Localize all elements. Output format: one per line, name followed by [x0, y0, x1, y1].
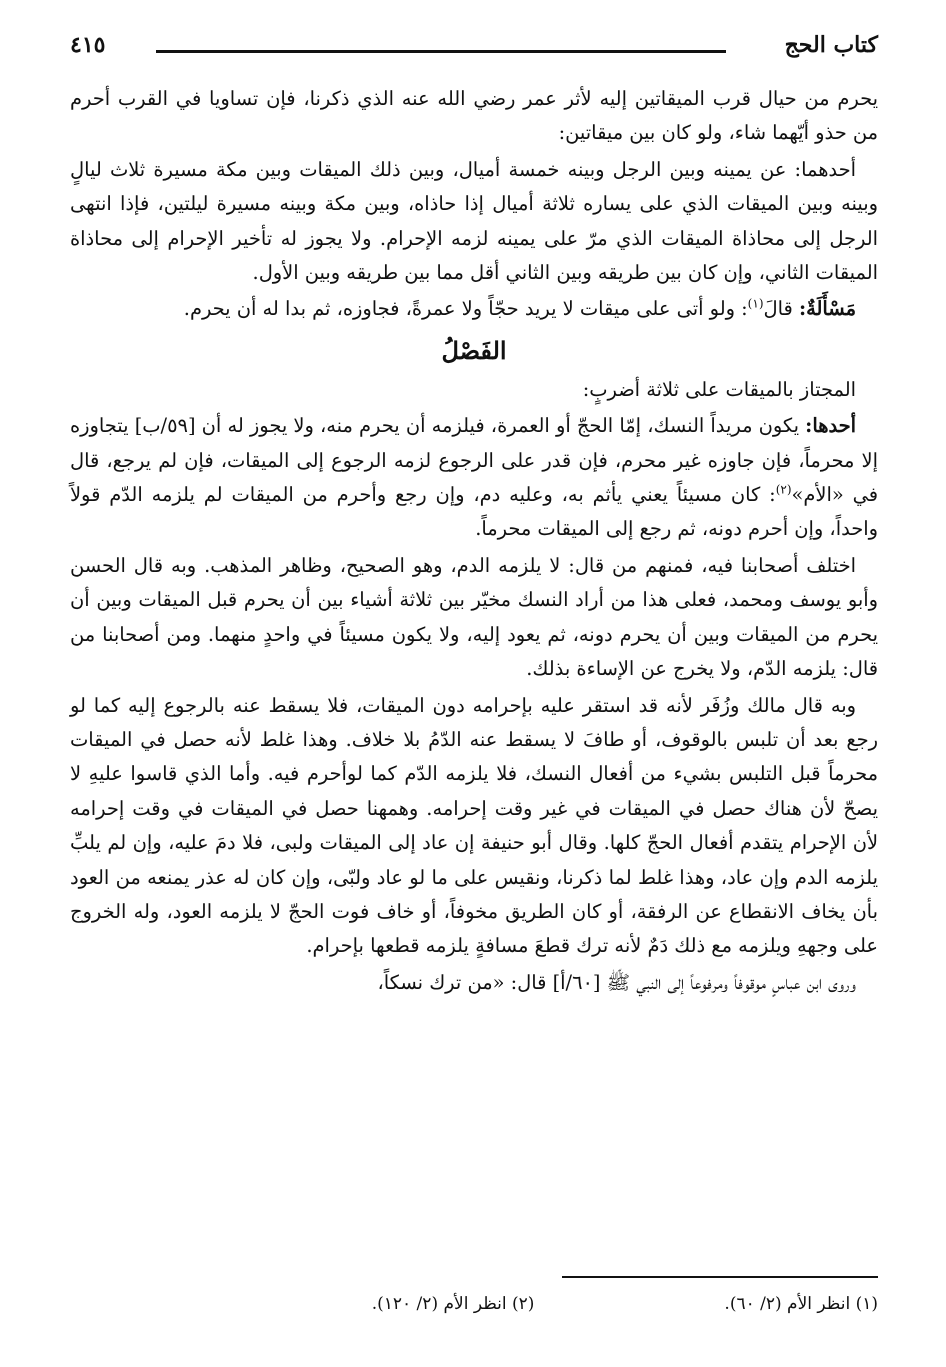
paragraph: اختلف أصحابنا فيه، فمنهم من قال: لا يلزمه الدم، وهو الصحيح، وظاهر المذهب. وبه قال الحسن وأبو يوسف ومحمد، فعلى هذا من أراد النسك مخيّر بين ثلاثة أشياء بين أن يحرم قبل الميقات وبين أن يحرم من الميقات وبين أن يحرم دونه، ثم يعود إليه، ولا يكون مسيئاً في واحدٍ منهما. ومن أصحابنا من قال: يلزمه الدّم، ولا يخرج عن الإساءة بذلك. — [70, 553, 878, 681]
footnote-1: (١) انظر الأم (٢/ ٦٠). — [724, 1294, 878, 1314]
page-header — [70, 30, 878, 70]
paragraph: وبه قال مالك وزُفَر لأنه قد استقر عليه بإحرامه دون الميقات، فلا يسقط عنه بالرجوع إليه كما لو رجع بعد أن تلبس بالوقوف، أو طافَ لا يسقط عنه الدّمُ بلا خلاف. وهذا غلط لأنه حصل في الميقات محرماً قبل التلبس بشيء من أفعال النسك، فلا يلزمه الدّم كما لوأحرم فيه. وأما الذي قاسوا عليهِ لا يصحّ لأن هناك حصل في الميقات في غير وقت إحرامه. وهمهنا حصل في الميقات في وقت إحرامه لأن الإحرام يتقدم أفعال الحجّ كلها. وقال أبو حنيفة إن عاد إلى الميقات ولبى، فلا دمَ عليه، وإن لم يلبِّ يلزمه الدم وإن عاد، وهذا غلط لما ذكرنا، ونقيس على ما لو عاد ولبّى، وإن كان له عذر يمنعه من العود بأن يخاف الانقطاع عن الرفقة، أو كان الطريق مخوفاً، أو خاف فوت الحجّ لا يلزمه العود، وله الخروج على وجههِ ويلزمه مع ذلك دَمٌ لأنه ترك قطعَ مسافةٍ يلزمه قطعها بإحرام. — [70, 693, 878, 958]
footnote-ref: (١) — [747, 296, 764, 311]
paragraph: يحرم من حيال قرب الميقاتين إليه لأثر عمر رضي الله عنه الذي ذكرنا، فإن تساويا في القرب أحرم من حذو أيّهما شاء، ولو كان بين ميقاتين: — [70, 87, 878, 145]
footnote-2: (٢) انظر الأم (٢/ ١٢٠). — [371, 1294, 535, 1314]
paragraph-masala — [70, 292, 878, 326]
footnotes — [258, 1294, 878, 1314]
paragraph — [70, 409, 878, 547]
paragraph-text: : كان مسيئاً يعني يأثم به، وعليه دم، وإن رجع وأحرم من الميقات لم يلزمه الدّم قولاً واحداً، وإن أحرم دونه، ثم رجع إلى الميقات محرماً. — [70, 483, 878, 541]
paragraph-text: يكون مريداً النسك، إمّا الحجّ أو العمرة، فيلزمه أن يحرم منه، ولا يجوز له أن [٥٩/ب] يتجاوزه إلا محرماً، فإن جاوزه غير محرم، فإن قدر على الرجوع لزمه الرجوع إلى الميقات، فإن لم يرجع، قال في «الأم» — [70, 414, 879, 507]
paragraph-text: قالَ — [763, 297, 799, 321]
paragraph: أحدهما: عن يمينه وبين الرجل وبينه خمسة أميال، وبين ذلك الميقات وبين مكة مسيرة ثلاث ليالٍ وبينه وبين الميقات الذي على يساره ثلاثة أميال إذا حاذاه، وبين مكة وبينه مسيرة ليلتين، فإذا انتهى الرجل إلى محاذاة الميقات الذي مرّ على يمينه لزمه الإحرام. ولا يجوز له تأخير الإحرام إلى محاذاة الميقات الثاني، وإن كان بين طريقه وبين الثاني أقل مما بين طريقه وبين الأول. — [70, 157, 878, 285]
body-text — [70, 82, 878, 1002]
paragraph: وروى ابن عباسٍ موقوفاً ومرفوعاً إلى النبي ﷺ [٦٠/أ] قال: «من ترك نسكاً، — [377, 970, 856, 994]
page-number: ٤١٥ — [70, 32, 106, 58]
running-title: كتاب الحج — [784, 32, 878, 58]
section-heading: الفَصْلُ — [441, 335, 507, 365]
paragraph: المجتاز بالميقات على ثلاثة أضربٍ: — [582, 377, 856, 401]
footnote-ref: (٢) — [775, 482, 792, 497]
masala-label: مَسْأَلَةٌ: — [798, 297, 856, 321]
first-kind-label: أحدها: — [805, 414, 857, 438]
header-rule — [156, 50, 726, 53]
paragraph-text: : ولو أتى على ميقات لا يريد حجّاً ولا عمرةً، فجاوزه، ثم بدا له أن يحرم. — [183, 297, 748, 321]
footnote-rule — [562, 1276, 878, 1278]
document-page — [70, 0, 878, 1367]
